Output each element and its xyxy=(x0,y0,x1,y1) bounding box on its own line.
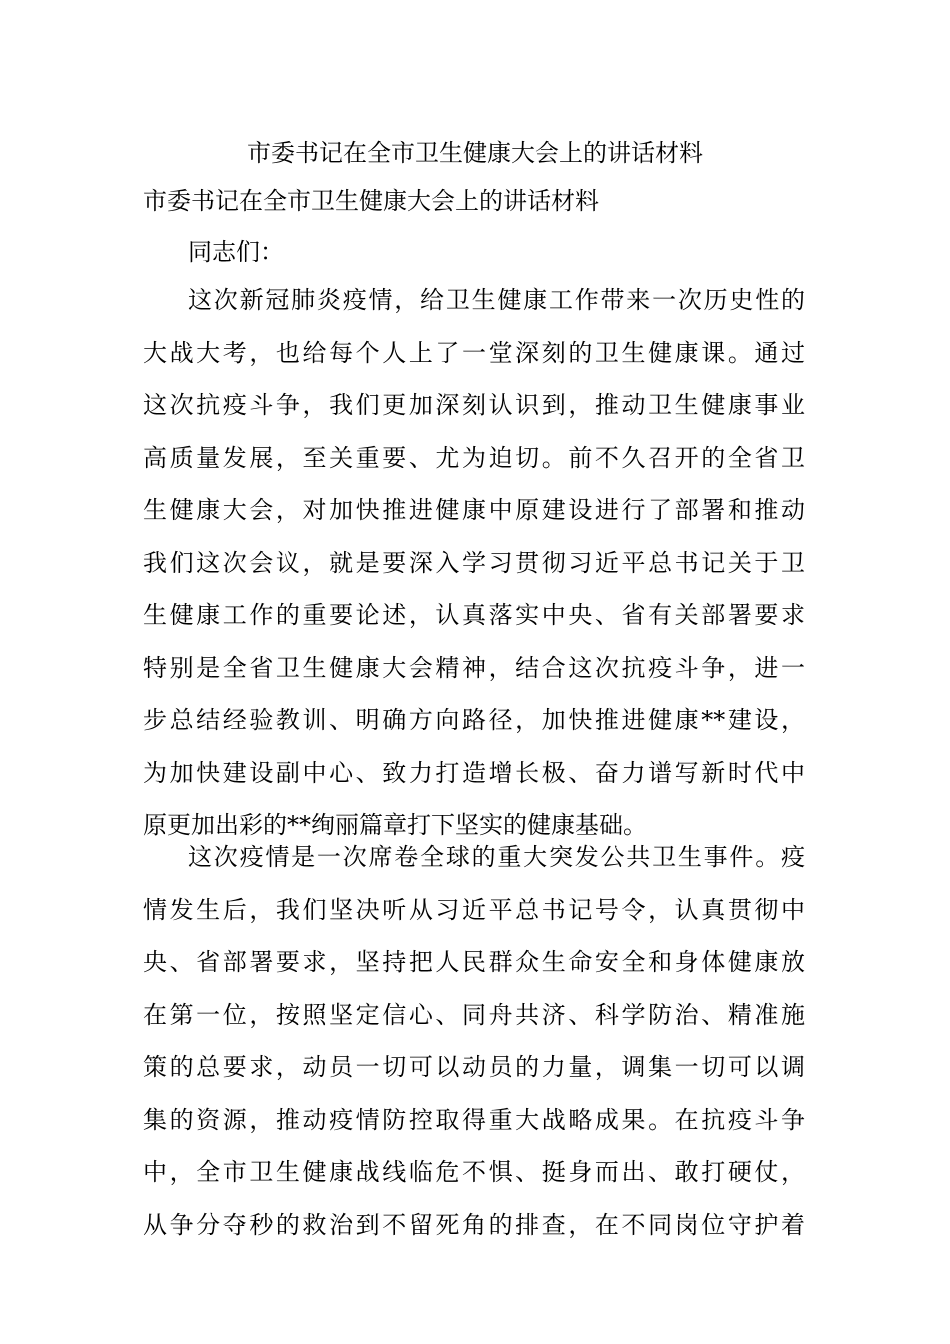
text-line: 这次抗疫斗争，我们更加深刻认识到，推动卫生健康事业 xyxy=(143,391,805,419)
text-line: 这次疫情是一次席卷全球的重大突发公共卫生事件。疫 xyxy=(188,843,805,871)
text-line: 央、省部署要求，坚持把人民群众生命安全和身体健康放 xyxy=(143,948,805,976)
text-line: 这次新冠肺炎疫情，给卫生健康工作带来一次历史性的 xyxy=(188,286,805,314)
text-line: 情发生后，我们坚决听从习近平总书记号令，认真贯彻中 xyxy=(143,895,805,924)
paragraph-2 xyxy=(143,831,805,1251)
document-title: 市委书记在全市卫生健康大会上的讲话材料 xyxy=(247,139,703,167)
salutation: 同志们： xyxy=(188,238,284,266)
text-line: 原更加出彩的**绚丽篇章打下坚实的健康基础。 xyxy=(143,811,647,839)
text-line: 策的总要求，动员一切可以动员的力量，调集一切可以调 xyxy=(143,1053,805,1081)
text-line: 从争分夺秒的救治到不留死角的排查，在不同岗位守护着 xyxy=(143,1210,805,1239)
text-line: 特别是全省卫生健康大会精神，结合这次抗疫斗争，进一 xyxy=(143,653,805,682)
document-subtitle: 市委书记在全市卫生健康大会上的讲话材料 xyxy=(143,187,599,215)
text-line: 生健康工作的重要论述，认真落实中央、省有关部署要求 xyxy=(143,601,805,629)
text-line: 生健康大会，对加快推进健康中原建设进行了部署和推动 xyxy=(143,496,805,524)
text-line: 中，全市卫生健康战线临危不惧、挺身而出、敢打硬仗， xyxy=(143,1158,805,1186)
text-line: 为加快建设副中心、致力打造增长极、奋力谱写新时代中 xyxy=(143,758,805,787)
text-line: 在第一位，按照坚定信心、同舟共济、科学防治、精准施 xyxy=(143,1000,805,1029)
text-line: 步总结经验教训、明确方向路径，加快推进健康**建设， xyxy=(143,706,805,734)
text-line: 我们这次会议，就是要深入学习贯彻习近平总书记关于卫 xyxy=(143,548,805,577)
text-line: 高质量发展，至关重要、尤为迫切。前不久召开的全省卫 xyxy=(143,443,805,472)
text-line: 大战大考，也给每个人上了一堂深刻的卫生健康课。通过 xyxy=(143,338,805,367)
text-line: 集的资源，推动疫情防控取得重大战略成果。在抗疫斗争 xyxy=(143,1105,805,1134)
paragraph-1 xyxy=(143,274,805,852)
